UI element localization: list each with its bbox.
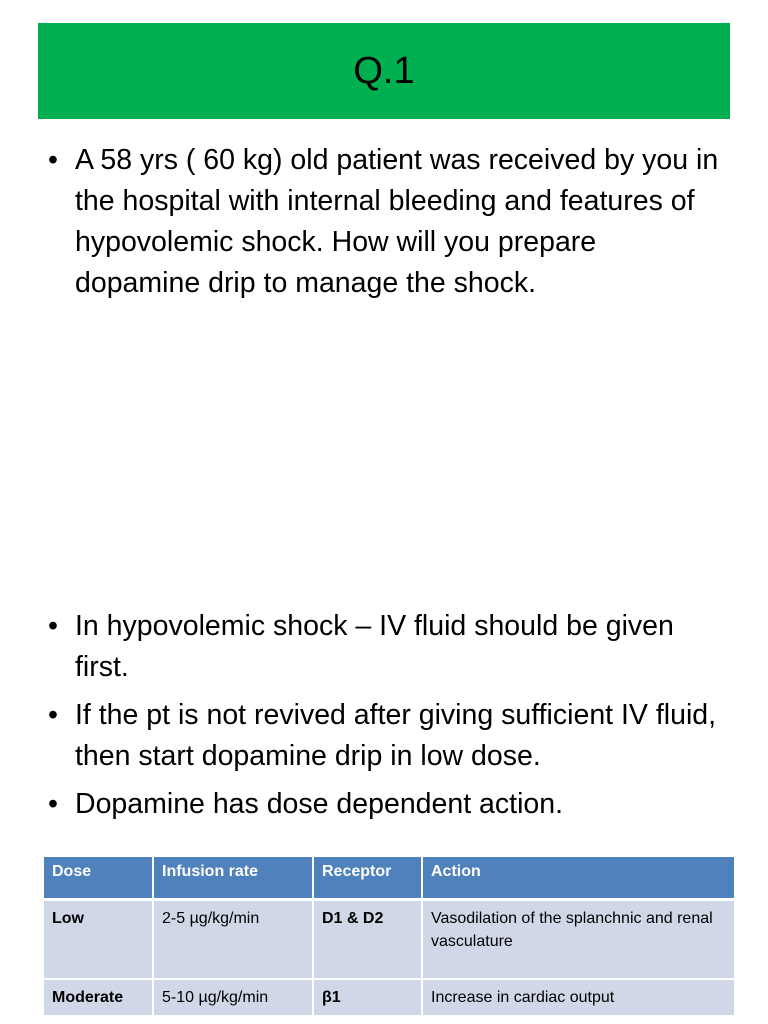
cell-receptor: β1 [313, 979, 422, 1016]
header-action: Action [422, 857, 735, 899]
cell-action: Increase in cardiac output [422, 979, 735, 1016]
table-row [44, 979, 735, 1016]
answer-list [46, 606, 726, 832]
answer-text: In hypovolemic shock – IV fluid should be given first. [75, 610, 674, 683]
question-text: A 58 yrs ( 60 kg) old patient was received by you in the hospital with internal bleeding and features of hypovolemic shock. How will you prepare dopamine drip to manage the shock. [75, 144, 719, 299]
answer-text: If the pt is not revived after giving sufficient IV fluid, then start dopamine drip in low dose. [75, 699, 717, 772]
table-row [44, 899, 735, 979]
slide-title: Q.1 [353, 49, 415, 92]
cell-dose: Low [44, 899, 153, 979]
header-receptor: Receptor [313, 857, 422, 899]
bullet-icon: • [48, 144, 58, 176]
cell-action: Vasodilation of the splanchnic and renal vasculature [422, 899, 735, 979]
answer-bullet [46, 784, 726, 825]
header-infusion-rate: Infusion rate [153, 857, 313, 899]
cell-infusion-rate: 5-10 µg/kg/min [153, 979, 313, 1016]
dose-table [44, 857, 736, 1017]
bullet-icon: • [48, 788, 58, 820]
table-header-row [44, 857, 735, 899]
question-list [46, 140, 726, 311]
answer-bullet [46, 695, 726, 777]
bullet-icon: • [48, 610, 58, 642]
answer-text: Dopamine has dose dependent action. [75, 788, 564, 820]
answer-bullet [46, 606, 726, 688]
question-bullet [46, 140, 726, 304]
cell-infusion-rate: 2-5 µg/kg/min [153, 899, 313, 979]
cell-dose: Moderate [44, 979, 153, 1016]
cell-receptor: D1 & D2 [313, 899, 422, 979]
header-dose: Dose [44, 857, 153, 899]
bullet-icon: • [48, 699, 58, 731]
title-banner [38, 23, 730, 119]
